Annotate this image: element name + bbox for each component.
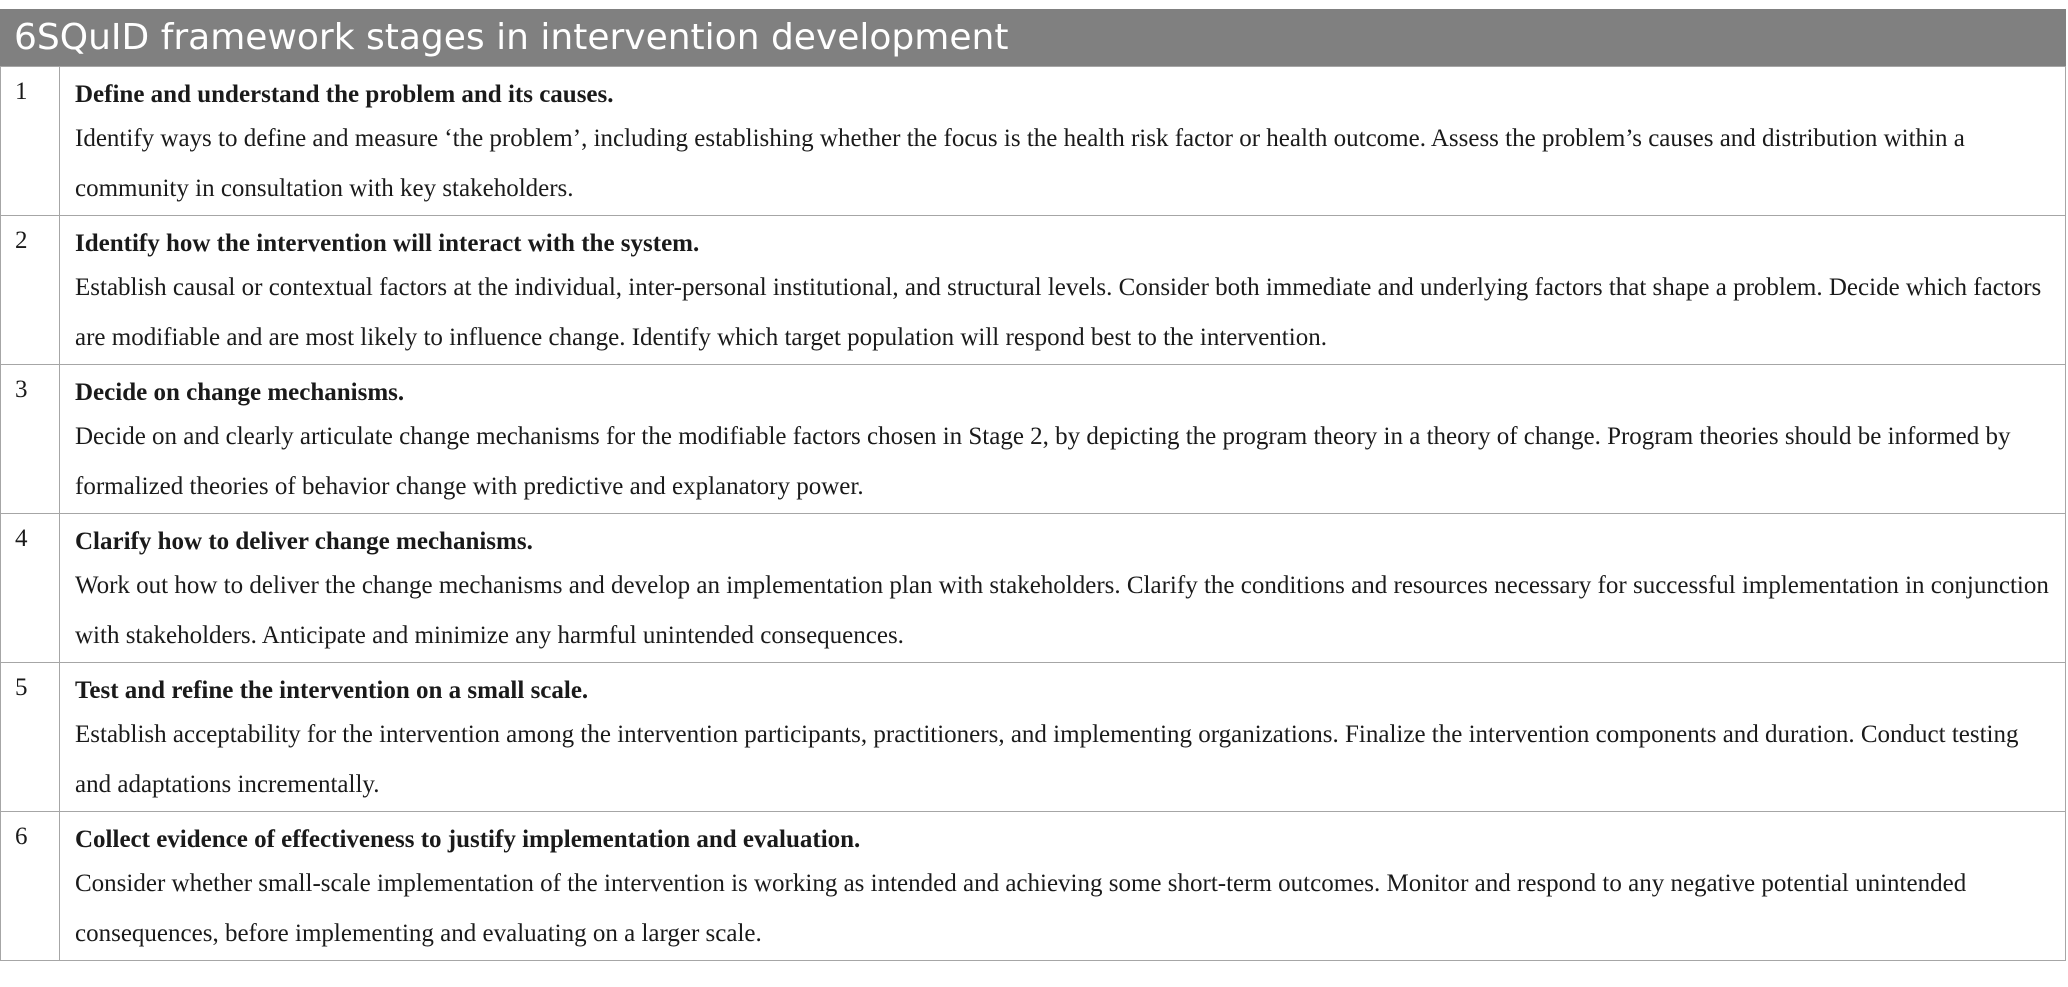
table-row	[1, 663, 2066, 812]
stage-cell	[60, 365, 2066, 514]
stage-title: Define and understand the problem and its causes.	[75, 81, 614, 108]
stage-number: 5	[1, 663, 60, 812]
stage-cell	[60, 67, 2066, 216]
table-row	[1, 67, 2066, 216]
table-row	[1, 365, 2066, 514]
stage-description: Identify ways to define and measure ‘the problem’, including establishing whether the focus is the health risk factor or health outcome. Assess the problem’s causes and distribution within a community in consultation with key stakeholders.	[75, 125, 1965, 202]
stage-cell	[60, 216, 2066, 365]
stage-description: Consider whether small-scale implementation of the intervention is working as intended and achieving some short-term outcomes. Monitor and respond to any negative potential unintended consequences, before implementing and evaluating on a larger scale.	[75, 870, 1967, 947]
stage-number: 2	[1, 216, 60, 365]
table-row	[1, 514, 2066, 663]
stage-description: Establish acceptability for the intervention among the intervention participants, practitioners, and implementing organizations. Finalize the intervention components and duration. Conduct testing and adaptations incrementally.	[75, 721, 2019, 798]
table-row	[1, 812, 2066, 961]
stage-title: Clarify how to deliver change mechanisms.	[75, 528, 533, 555]
stage-cell	[60, 663, 2066, 812]
table-row	[1, 216, 2066, 365]
stage-cell	[60, 514, 2066, 663]
stage-title: Identify how the intervention will interact with the system.	[75, 230, 700, 257]
stage-number: 6	[1, 812, 60, 961]
stage-description: Establish causal or contextual factors at the individual, inter-personal institutional, and structural levels. Consider both immediate and underlying factors that shape a problem. Decide which factors are modifiable and are most likely to influence change. Identify which target population will respond best to the intervention.	[75, 274, 2042, 351]
stages-table	[0, 66, 2066, 961]
stage-title: Decide on change mechanisms.	[75, 379, 405, 406]
stage-title: Test and refine the intervention on a small scale.	[75, 677, 589, 704]
stage-cell	[60, 812, 2066, 961]
table-title: 6SQuID framework stages in intervention development	[0, 9, 2066, 66]
stage-number: 3	[1, 365, 60, 514]
stage-description: Work out how to deliver the change mechanisms and develop an implementation plan with stakeholders. Clarify the conditions and resources necessary for successful implementation in conjunction with stakeholders. Anticipate and minimize any harmful unintended consequences.	[75, 572, 2049, 649]
stage-title: Collect evidence of effectiveness to justify implementation and evaluation.	[75, 826, 861, 853]
stage-description: Decide on and clearly articulate change mechanisms for the modifiable factors chosen in Stage 2, by depicting the program theory in a theory of change. Program theories should be informed by formalized theories of behavior change with predictive and explanatory power.	[75, 423, 2011, 500]
framework-table	[0, 9, 2066, 961]
stage-number: 4	[1, 514, 60, 663]
stage-number: 1	[1, 67, 60, 216]
